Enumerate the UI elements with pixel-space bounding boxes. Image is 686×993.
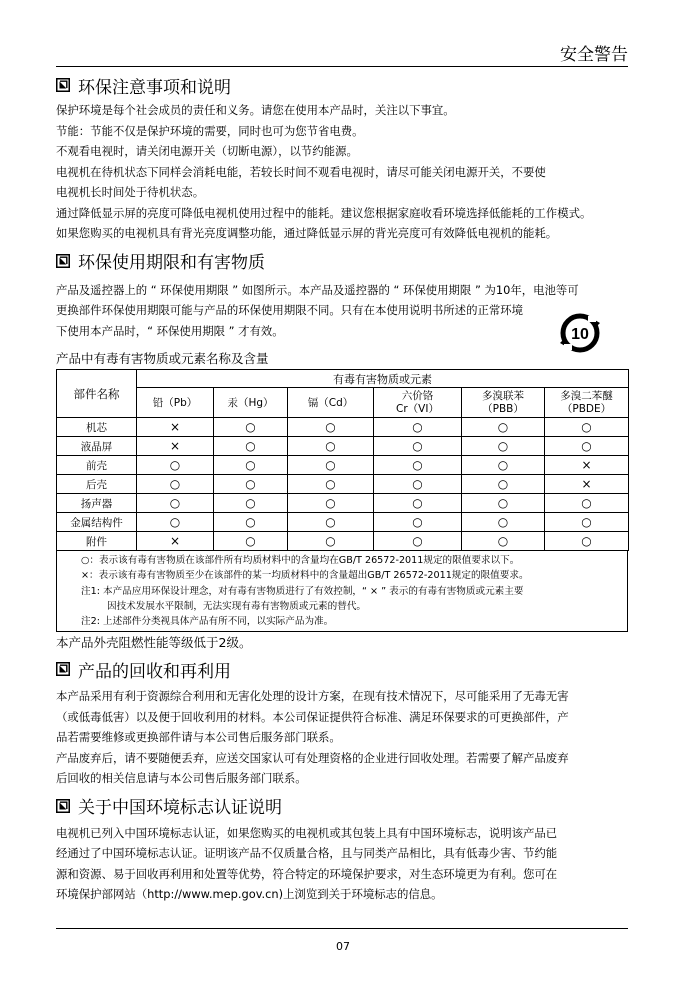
table-cell-mark: ○ <box>214 494 288 513</box>
paragraph-line: 本产品采用有利于资源综合利用和无害化处理的设计方案，在现有技术情况下，尽可能采用了无毒无害 <box>56 689 569 704</box>
table-cell-part: 金属结构件 <box>57 513 137 532</box>
table-cell-part: 扬声器 <box>57 494 137 513</box>
paragraph-line: 源和资源、易于回收再利用和处置等优势，符合特定的环境保护要求，对生态环境更为有利。您可在 <box>56 866 558 881</box>
section-title-recycle <box>56 656 628 682</box>
table-cell-mark: ○ <box>374 418 462 437</box>
table-cell-mark: ○ <box>288 475 374 494</box>
table-cell-mark: × <box>137 418 214 437</box>
paragraph-line: （或低毒低害）以及便于回收利用的材料。本公司保证提供符合标准、满足环保要求的可更换部件，产 <box>56 709 569 724</box>
table-header-part: 部件名称 <box>57 370 137 418</box>
table-cell-mark: ○ <box>214 532 288 551</box>
column-header-line: 镉（Cd） <box>307 396 354 409</box>
section-bullet-icon <box>56 254 70 268</box>
paragraph-line: 更换部件环保使用期限可能与产品的环保使用期限不同。只有在本使用说明书所述的正常环境 <box>56 303 524 317</box>
table-cell-part: 液晶屏 <box>57 437 137 456</box>
table-column-header <box>137 388 214 418</box>
section-bullet-icon <box>56 799 70 813</box>
table-cell-part: 前壳 <box>57 456 137 475</box>
table-cell-mark: ○ <box>462 532 545 551</box>
table-cell-mark: ○ <box>214 418 288 437</box>
paragraph-line: 经通过了中国环境标志认证。证明该产品不仅质量合格，且与同类产品相比，具有低毒少害、节约能 <box>56 846 558 861</box>
table-cell-mark: ○ <box>462 437 545 456</box>
section-title-eco-label <box>56 793 628 819</box>
table-cell-mark: ○ <box>288 456 374 475</box>
section-title-text: 关于中国环境标志认证说明 <box>78 798 282 819</box>
paragraph-line: 如果您购买的电视机具有背光亮度调整功能，通过降低显示屏的背光亮度可有效降低电视机的能耗。 <box>56 226 558 240</box>
table-row <box>57 456 629 475</box>
table-cell-mark: ○ <box>545 532 629 551</box>
column-header-line: 多溴二苯醚 <box>560 389 613 402</box>
table-note: 注1: 本产品应用环保设计理念，对有毒有害物质进行了有效控制，“ × ” 表示的有毒有害物质或元素主要 <box>81 585 524 597</box>
table-cell-mark: ○ <box>137 475 214 494</box>
paragraph-line: 不观看电视时，请关闭电源开关（切断电源），以节约能源。 <box>56 144 358 158</box>
table-cell-mark: × <box>137 437 214 456</box>
table-cell-mark: ○ <box>462 494 545 513</box>
table-column-header <box>374 388 462 418</box>
table-column-header <box>288 388 374 418</box>
table-cell-mark: ○ <box>137 456 214 475</box>
column-header-line: 多溴联苯 <box>482 389 524 402</box>
paragraph-line: 节能：节能不仅是保护环境的需要，同时也可为您节省电费。 <box>56 123 364 138</box>
table-cell-mark: ○ <box>545 494 629 513</box>
table-cell-mark: ○ <box>374 532 462 551</box>
table-notes <box>56 551 628 632</box>
hazardous-substances-table <box>56 369 629 551</box>
table-header-group: 有毒有害物质或元素 <box>137 370 629 388</box>
page-content <box>56 72 628 905</box>
env-notes-body <box>56 100 628 244</box>
paragraph-line: 产品废弃后，请不要随便丢弃，应送交国家认可有处理资格的企业进行回收处理。若需要了解产品废弃 <box>56 750 569 765</box>
table-cell-mark: ○ <box>288 437 374 456</box>
table-note: ×：表示该有毒有害物质至少在该部件的某一均质材料中的含量超出GB/T 26572-2011规定的限值要求。 <box>81 570 529 582</box>
table-cell-mark: ○ <box>214 437 288 456</box>
table-row <box>57 513 629 532</box>
table-note: 因技术发展水平限制，无法实现有毒有害物质或元素的替代。 <box>107 600 367 612</box>
section-bullet-icon <box>56 662 70 676</box>
table-cell-mark: ○ <box>462 475 545 494</box>
table-row <box>57 494 629 513</box>
paragraph-line: 保护环境是每个社会成员的责任和义务。请您在使用本产品时，关注以下事宜。 <box>56 103 455 117</box>
table-cell-mark: × <box>545 475 629 494</box>
table-row <box>57 418 629 437</box>
table-column-header <box>214 388 288 418</box>
paragraph-line: 产品及遥控器上的 “ 环保使用期限 ” 如图所示。本产品及遥控器的 “ 环保使用期限 ” 为10年，电池等可 <box>56 282 579 297</box>
section-bullet-icon <box>56 78 70 92</box>
eco-period-body <box>56 280 628 342</box>
paragraph-line: 下使用本产品时，“ 环保使用期限 ” 才有效。 <box>56 323 284 338</box>
section-title-eco-period <box>56 248 628 274</box>
table-cell-mark: ○ <box>545 437 629 456</box>
table-cell-mark: ○ <box>374 456 462 475</box>
table-row <box>57 437 629 456</box>
table-cell-mark: ○ <box>137 513 214 532</box>
paragraph-line: 环境保护部网站（http://www.mep.gov.cn)上浏览到关于环境标志的信息。 <box>56 887 443 902</box>
table-caption: 产品中有毒有害物质或元素名称及含量 <box>56 351 269 366</box>
table-cell-mark: ○ <box>288 532 374 551</box>
table-cell-mark: ○ <box>374 494 462 513</box>
table-row <box>57 532 629 551</box>
paragraph-line: 品若需要维修或更换部件请与本公司售后服务部门联系。 <box>56 730 341 745</box>
page-header-title: 安全警告 <box>560 45 628 65</box>
table-note: 注2: 上述部件分类视具体产品有所不同，以实际产品为准。 <box>81 616 334 628</box>
paragraph-line: 电视机长时间处于待机状态。 <box>56 185 205 199</box>
section-title-env-notes <box>56 72 628 98</box>
table-cell-mark: ○ <box>214 513 288 532</box>
header-divider <box>56 66 628 67</box>
table-cell-mark: ○ <box>462 418 545 437</box>
table-cell-mark: ○ <box>545 513 629 532</box>
section-title-text: 环保注意事项和说明 <box>78 77 231 98</box>
table-cell-mark: ○ <box>137 494 214 513</box>
column-header-line: 六价铬 <box>401 389 434 402</box>
paragraph-line: 通过降低显示屏的亮度可降低电视机使用过程中的能耗。建议您根据家庭收看环境选择低能耗的工作模式。 <box>56 205 592 220</box>
table-cell-part: 后壳 <box>57 475 137 494</box>
eco-period-logo-number: 10 <box>571 326 589 343</box>
table-cell-mark: ○ <box>288 418 374 437</box>
paragraph-line: 电视机在待机状态下同样会消耗电能，若较长时间不观看电视时，请尽可能关闭电源开关，不要使 <box>56 164 546 179</box>
table-cell-mark: ○ <box>545 418 629 437</box>
eco-period-10-logo <box>560 313 600 353</box>
footer-divider <box>56 928 628 929</box>
paragraph-line: 电视机已列入中国环境标志认证，如果您购买的电视机或其包装上具有中国环境标志，说明该产品已 <box>56 825 558 840</box>
table-cell-mark: ○ <box>214 456 288 475</box>
table-column-header <box>545 388 629 418</box>
table-cell-mark: ○ <box>462 513 545 532</box>
table-cell-mark: ○ <box>288 513 374 532</box>
flame-rating-note: 本产品外壳阻燃性能等级低于2级。 <box>56 635 252 651</box>
section-title-text: 产品的回收和再利用 <box>78 661 231 682</box>
table-cell-mark: ○ <box>462 456 545 475</box>
table-cell-mark: ○ <box>374 513 462 532</box>
table-cell-mark: ○ <box>374 475 462 494</box>
table-column-header <box>462 388 545 418</box>
column-header-line: Cr（VI） <box>396 402 439 415</box>
table-cell-mark: ○ <box>374 437 462 456</box>
table-cell-part: 机芯 <box>57 418 137 437</box>
table-cell-mark: ○ <box>288 494 374 513</box>
table-row <box>57 475 629 494</box>
column-header-line: 铅（Pb） <box>152 396 198 409</box>
recycle-body <box>56 686 628 789</box>
table-cell-mark: ○ <box>214 475 288 494</box>
paragraph-line: 后回收的相关信息请与本公司售后服务部门联系。 <box>56 771 307 786</box>
eco-label-body <box>56 823 628 905</box>
section-title-text: 环保使用期限和有害物质 <box>78 253 265 273</box>
page-number: 07 <box>336 940 350 953</box>
column-header-line: （PBB） <box>482 402 524 415</box>
column-header-line: 汞（Hg） <box>227 396 274 409</box>
column-header-line: （PBDE） <box>561 402 612 415</box>
table-cell-part: 附件 <box>57 532 137 551</box>
table-cell-mark: × <box>137 532 214 551</box>
table-cell-mark: × <box>545 456 629 475</box>
table-note: ○：表示该有毒有害物质在该部件所有均质材料中的含量均在GB/T 26572-2011规定的限值要求以下。 <box>81 555 520 566</box>
